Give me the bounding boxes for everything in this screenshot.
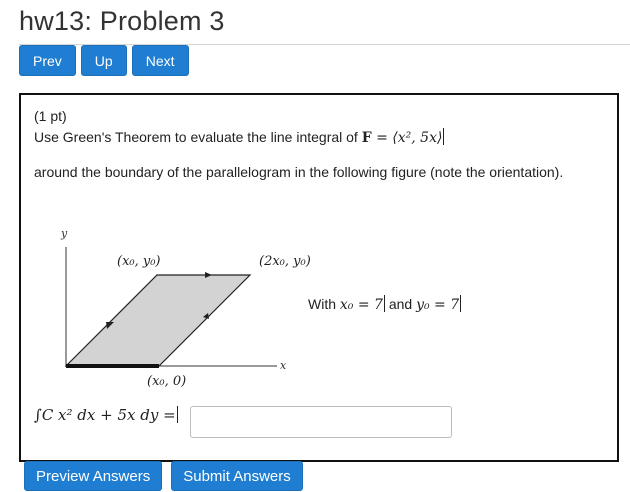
label-bottom-vertex: (x₀, 0) [147, 374, 187, 389]
integral-prompt [34, 406, 178, 424]
integral-expression: ∫C x² dx + 5x dy = [34, 406, 176, 424]
problem-box [19, 93, 619, 462]
problem-statement-line2: around the boundary of the parallelogram in the following figure (note the orientation). [34, 164, 564, 180]
given-values [308, 295, 461, 313]
y0-cursor [460, 295, 461, 312]
text-cursor [443, 128, 444, 145]
problem-nav [19, 45, 189, 76]
vector-field-symbol: F [361, 130, 372, 146]
vector-field-expression: = ⟨x², 5x⟩ [371, 130, 443, 146]
problem-points: (1 pt) [34, 108, 67, 124]
x0-value: x₀ = 7 [339, 297, 383, 313]
next-button[interactable]: Next [132, 45, 189, 76]
statement-text: Use Green's Theorem to evaluate the line integral of [34, 129, 358, 145]
x0-cursor [384, 295, 385, 312]
and-label: and [388, 296, 413, 312]
answer-actions [24, 461, 303, 491]
y0-value: y₀ = 7 [416, 297, 460, 313]
preview-answers-button[interactable]: Preview Answers [24, 461, 162, 491]
answer-input[interactable] [190, 406, 452, 438]
with-label: With [308, 296, 336, 312]
y-axis-label: y [61, 227, 68, 240]
submit-answers-button[interactable]: Submit Answers [171, 461, 303, 491]
parallelogram-figure [37, 223, 317, 393]
label-top-right-vertex: (2x₀, y₀) [259, 254, 311, 269]
parallelogram-region [66, 275, 250, 366]
up-button[interactable]: Up [81, 45, 127, 76]
integral-cursor [177, 406, 178, 423]
x-axis-label: x [280, 359, 287, 372]
page-title: hw13: Problem 3 [19, 6, 225, 36]
prev-button[interactable]: Prev [19, 45, 76, 76]
label-top-left-vertex: (x₀, y₀) [117, 254, 161, 269]
problem-statement-line1 [34, 128, 444, 146]
